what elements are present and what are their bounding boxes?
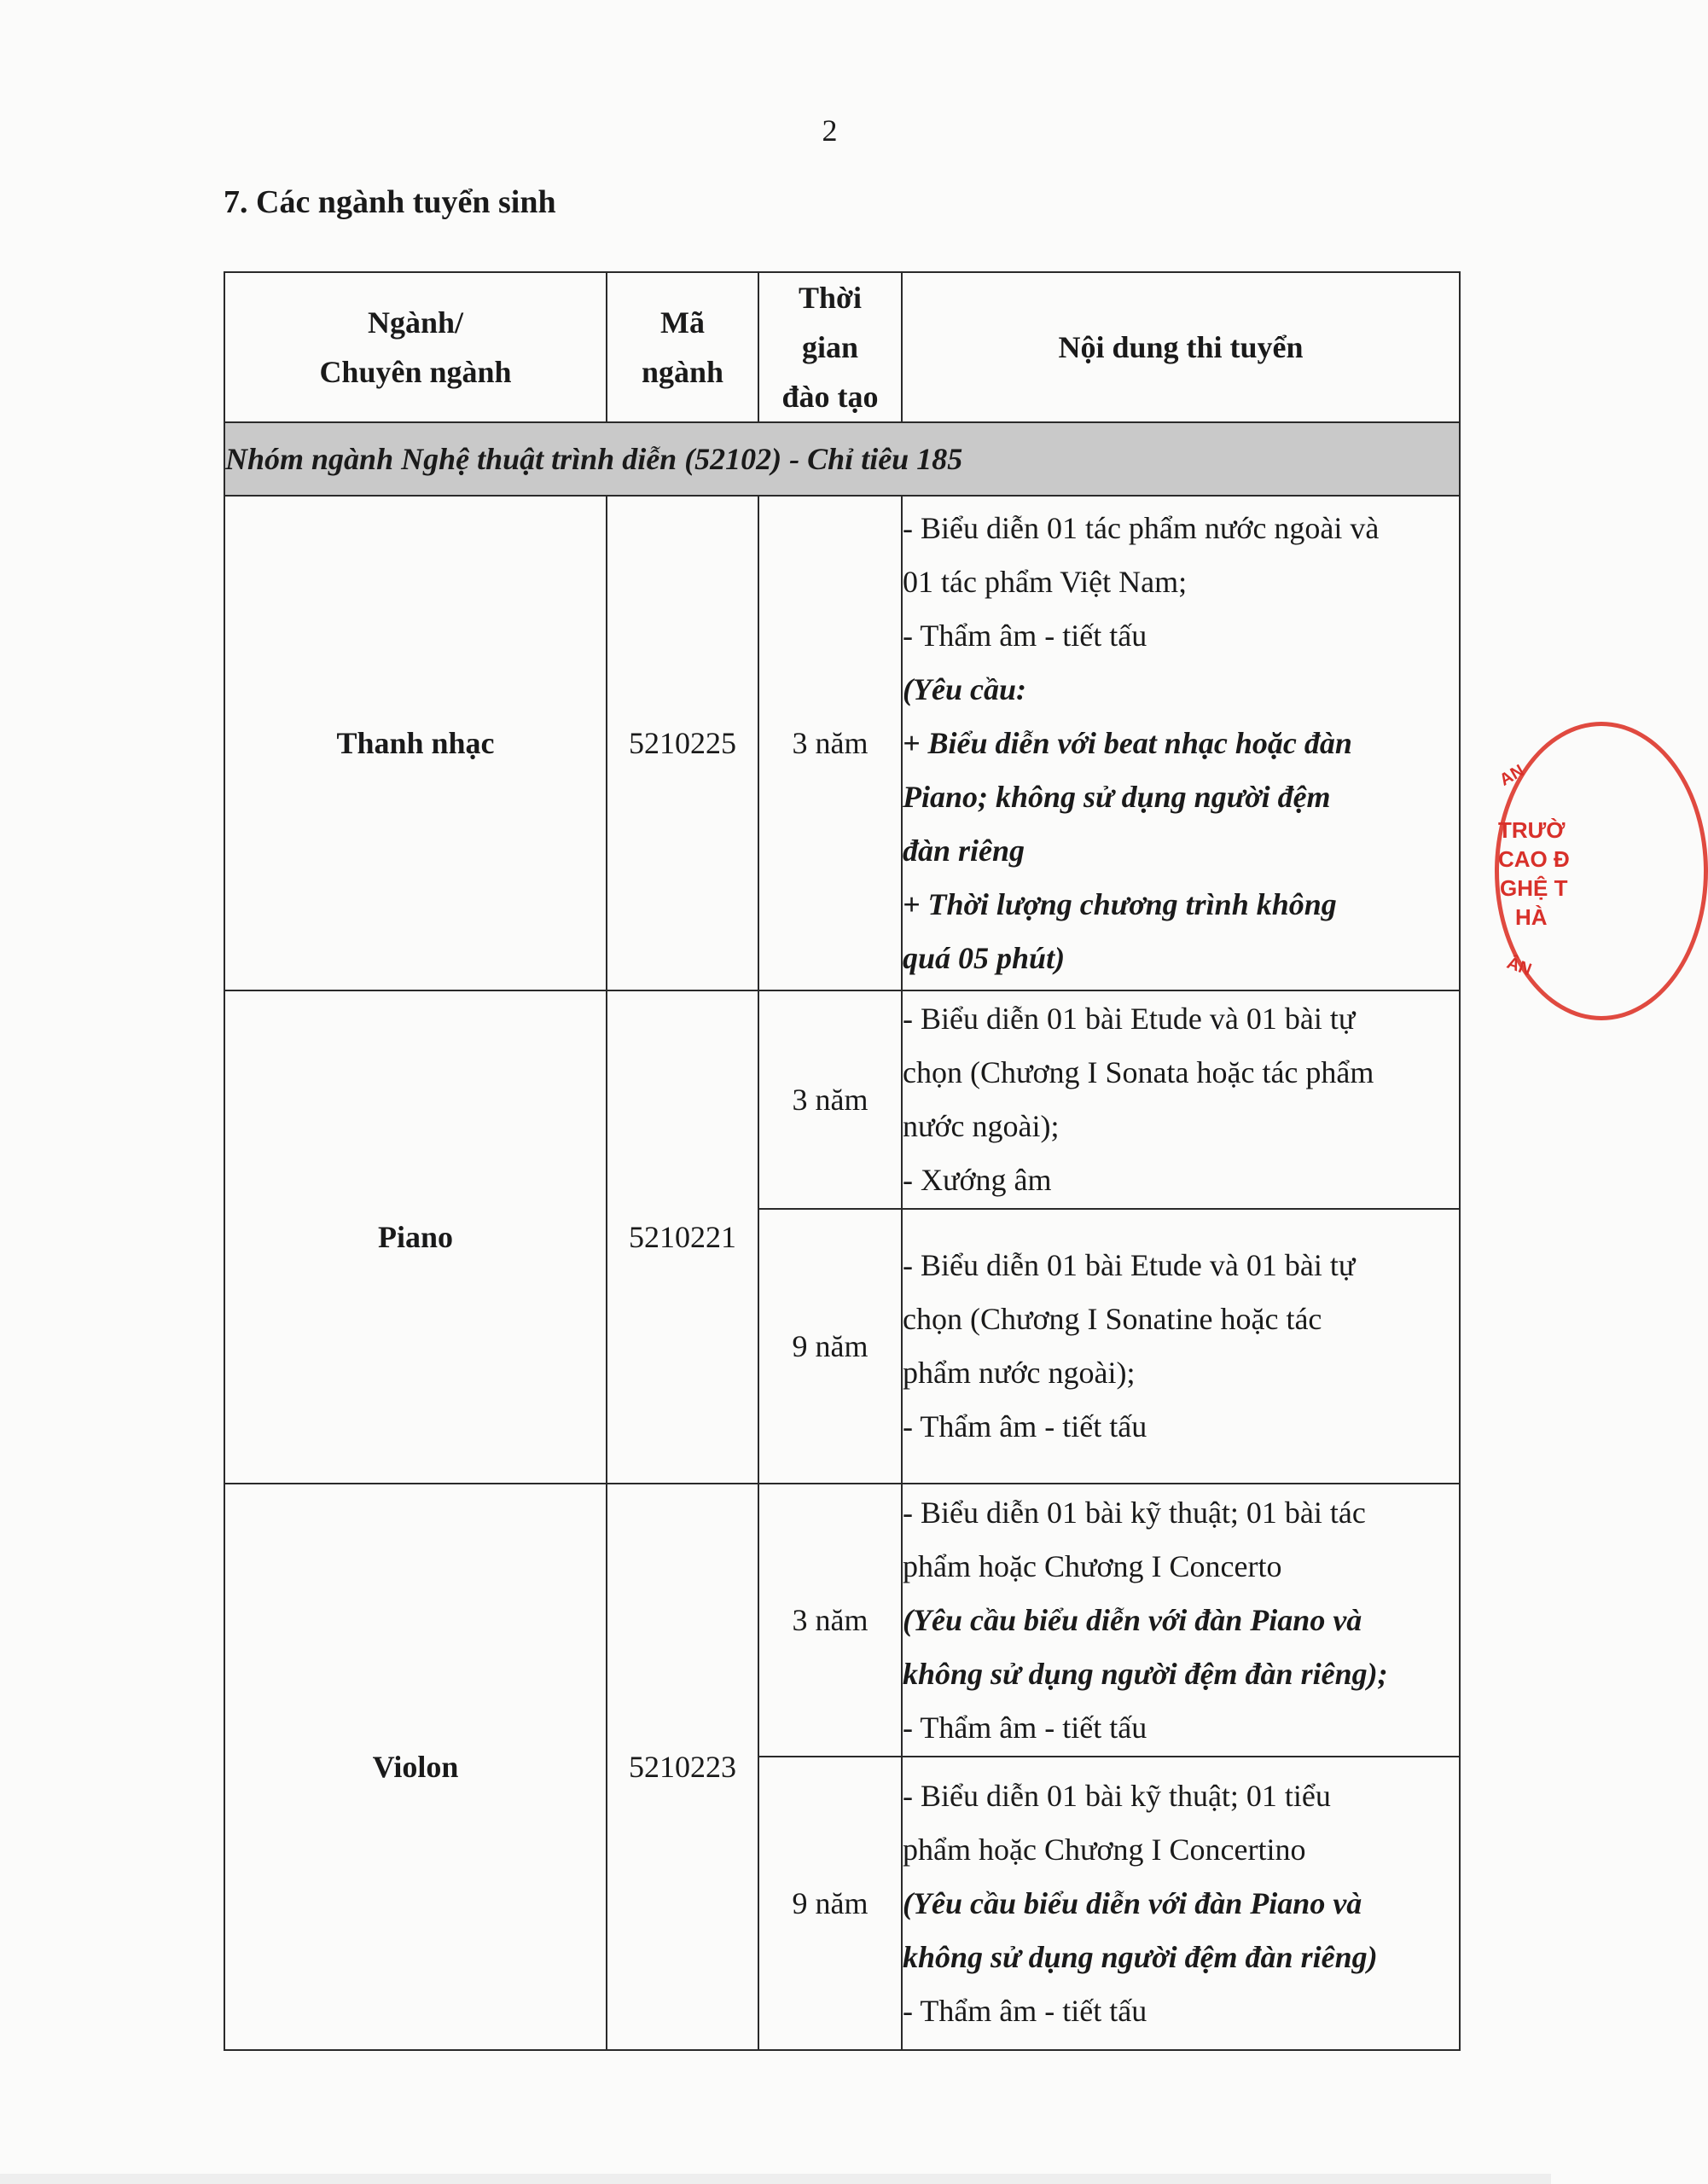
content-line: - Biểu diễn 01 bài Etude và 01 bài tự <box>903 1248 1356 1282</box>
content-line: nước ngoài); <box>903 1109 1060 1143</box>
content-line: quá 05 phút) <box>903 940 1066 975</box>
header-duration-line2: gian <box>801 330 859 364</box>
seal-text: AN <box>1496 761 1528 790</box>
content-line: (Yêu cầu biểu diễn với đàn Piano và <box>903 1885 1362 1920</box>
exam-content <box>902 990 1460 1209</box>
content-line: không sử dụng người đệm đàn riêng) <box>903 1939 1378 1974</box>
content-line: - Biểu diễn 01 bài kỹ thuật; 01 bài tác <box>903 1495 1366 1530</box>
scan-edge <box>0 2174 1551 2184</box>
content-line: 01 tác phẩm Việt Nam; <box>903 564 1188 599</box>
content-line: phẩm hoặc Chương I Concertino <box>903 1832 1306 1867</box>
training-duration: 3 năm <box>758 990 902 1209</box>
content-line: (Yêu cầu: <box>903 671 1026 706</box>
content-line: - Thẩm âm - tiết tấu <box>903 1409 1147 1443</box>
header-major-line1: Ngành/ <box>367 305 464 340</box>
group-label: Nhóm ngành Nghệ thuật trình diễn (52102) - Chỉ tiêu 185 <box>224 422 1460 496</box>
header-major <box>224 272 607 422</box>
header-content: Nội dung thi tuyển <box>902 272 1460 422</box>
section-heading: 7. Các ngành tuyển sinh <box>224 184 556 220</box>
major-name: Thanh nhạc <box>224 496 607 990</box>
major-code: 5210225 <box>607 496 758 990</box>
seal-text: HÀ <box>1515 904 1548 930</box>
content-line: không sử dụng người đệm đàn riêng); <box>903 1656 1388 1691</box>
seal-text: GHỆ T <box>1500 875 1568 901</box>
exam-content <box>902 1484 1460 1757</box>
content-line: Piano; không sử dụng người đệm <box>903 779 1331 814</box>
content-line: - Xướng âm <box>903 1163 1052 1197</box>
training-duration: 9 năm <box>758 1757 902 2050</box>
content-line: đàn riêng <box>903 833 1025 868</box>
content-line: chọn (Chương I Sonata hoặc tác phẩm <box>903 1055 1374 1089</box>
exam-content <box>902 1209 1460 1484</box>
table-row <box>224 1484 1460 1757</box>
official-seal <box>1495 722 1614 1012</box>
exam-content <box>902 1757 1460 2050</box>
content-line: (Yêu cầu biểu diễn với đàn Piano và <box>903 1602 1362 1637</box>
content-line: - Biểu diễn 01 tác phẩm nước ngoài và <box>903 510 1380 545</box>
table-header-row <box>224 272 1460 422</box>
header-duration-line1: Thời <box>799 281 862 315</box>
table-row <box>224 990 1460 1209</box>
seal-text: CAO Đ <box>1498 846 1570 872</box>
header-code-line1: Mã <box>660 305 705 340</box>
content-line: phẩm hoặc Chương I Concerto <box>903 1548 1282 1583</box>
seal-text: ÂN <box>1504 953 1534 980</box>
training-duration: 9 năm <box>758 1209 902 1484</box>
table-row <box>224 496 1460 990</box>
content-line: - Biểu diễn 01 bài Etude và 01 bài tự <box>903 1002 1356 1036</box>
training-duration: 3 năm <box>758 1484 902 1757</box>
header-code <box>607 272 758 422</box>
content-line: phẩm nước ngoài); <box>903 1356 1136 1390</box>
content-line: + Biểu diễn với beat nhạc hoặc đàn <box>903 725 1352 760</box>
major-code: 5210223 <box>607 1484 758 2050</box>
seal-text: TRƯỜ <box>1498 817 1566 843</box>
content-line: + Thời lượng chương trình không <box>903 886 1337 921</box>
header-code-line2: ngành <box>641 355 724 389</box>
training-duration: 3 năm <box>758 496 902 990</box>
admissions-table <box>224 271 1461 2051</box>
content-line: - Thẩm âm - tiết tấu <box>903 1993 1147 2028</box>
content-line: - Thẩm âm - tiết tấu <box>903 1710 1147 1745</box>
content-line: - Biểu diễn 01 bài kỹ thuật; 01 tiểu <box>903 1778 1331 1813</box>
major-name: Violon <box>224 1484 607 2050</box>
exam-content <box>902 496 1460 990</box>
content-line: chọn (Chương I Sonatine hoặc tác <box>903 1302 1322 1336</box>
header-duration <box>758 272 902 422</box>
page-number: 2 <box>822 113 838 148</box>
group-row <box>224 422 1460 496</box>
major-code: 5210221 <box>607 990 758 1484</box>
content-line: - Thẩm âm - tiết tấu <box>903 618 1147 653</box>
header-major-line2: Chuyên ngành <box>319 355 512 389</box>
header-duration-line3: đào tạo <box>781 380 879 414</box>
major-name: Piano <box>224 990 607 1484</box>
